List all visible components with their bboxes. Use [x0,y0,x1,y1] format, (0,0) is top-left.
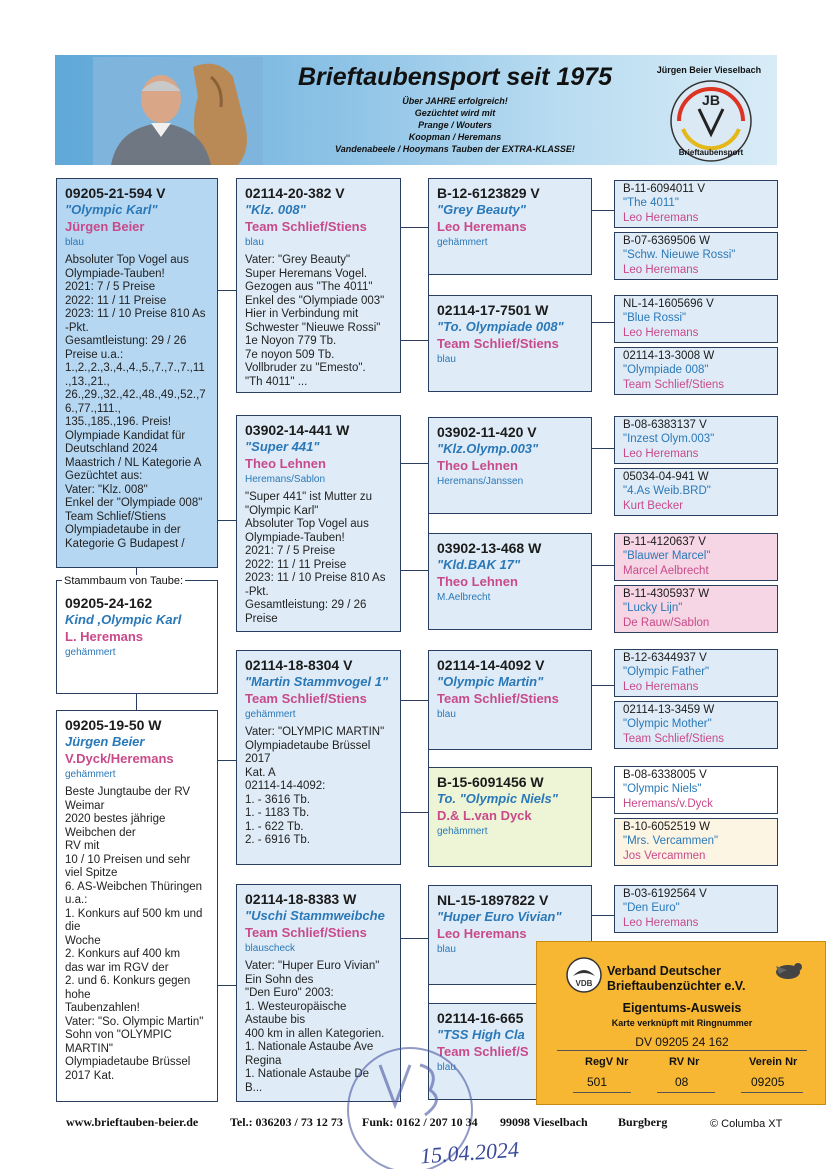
pigeon-description: Absoluter Top Vogel aus Olympiade-Tauben! 2021: 7 / 5 Preise 2022: 11 / 11 Preise 2023: 11 / 10 Preise 810 As -Pkt. Gesamtleistung: 29 / 26 Preise u.a.: 1.,2.,2.,3.,4.,4.,5.,7.,7.,7.,11 .,13.,21., 26.,29.,32.,42.,48.,49.,52.,7 6.,77.,111., 135.,185.,196. Preis! Olympiade Kandidat für Deutschland 2024 Maastrich / NL Kategorie A Gezüchtet aus: Vater: "Klz. 008" Enkel der "Olympiade 008" Team Schlief/Stiens Olympiadetaube in der Kategorie G Budapest / [65,254,206,550]
pigeon-color: blau [437,354,456,365]
ring-number: 02114-18-8383 W [245,891,357,907]
breeder-name: Jos Vercammen [623,850,706,862]
pigeon-name: Jürgen Beier [65,734,145,749]
pigeon-card-gen3[interactable] [428,417,592,514]
pigeon-name: "Uschi Stammweibche [245,908,385,923]
pigeon-color: blau [65,237,84,248]
ring-number: B-12-6344937 V [623,652,707,664]
pigeon-name: "Inzest Olym.003" [623,433,715,445]
pigeon-color: gehämmert [437,237,488,248]
ring-number: B-08-6338005 V [623,769,707,781]
ring-number: 09205-24-162 [65,595,153,611]
breeder-name: Leo Heremans [623,917,699,929]
ring-number: B-08-6383137 V [623,419,707,431]
pigeon-color: gehämmert [65,647,116,658]
breeder-name: Team Schlief/Stiens [245,219,367,234]
pigeon-name: "Olympic Mother" [623,718,712,730]
regv-value: 501 [587,1075,608,1089]
pigeon-card-gen4[interactable] [614,468,778,516]
breeder-name: Leo Heremans [623,264,699,276]
card-subtitle: Karte verknüpft mit Ringnummer [611,1018,753,1028]
ring-number: B-12-6123829 V [437,185,540,201]
pigeon-color: gehämmert [245,709,296,720]
pigeon-name: "4.As Weib.BRD" [623,485,711,497]
pigeon-color: gehämmert [65,769,116,780]
ring-number: B-11-4305937 W [623,588,710,600]
pigeon-name: "Olympiade 008" [623,364,709,376]
pigeon-card-gen4[interactable] [614,232,778,280]
breeder-name: Team Schlief/Stiens [623,733,724,745]
pigeon-name: To. "Olympic Niels" [437,791,558,806]
ring-number: 03902-13-468 W [437,540,542,556]
footer-website[interactable]: www.brieftauben-beier.de [66,1115,199,1129]
pigeon-description: Vater: "Grey Beauty" Super Heremans Vogel. Gezogen aus "The 4011" Enkel des "Olympiade 003" Hier in Verbindung mit Schwester "Nieuwe Rossi" 1e Noyon 779 Tb. 7e noyon 509 Tb. Vollbruder zu "Emesto". "Th 4011" ... [245,254,385,388]
pigeon-name: "Olympic Karl" [65,202,158,217]
ring-number: B-11-6094011 V [623,183,706,195]
verein-label: Verein Nr [749,1056,798,1068]
pigeon-card-gen4[interactable] [614,347,778,395]
pigeon-card-main[interactable] [56,178,218,568]
pigeon-description: Beste Jungtaube der RV Weimar 2020 bestes jährige Weibchen der RV mit 10 / 10 Preisen und sehr viel Spitze 6. AS-Weibchen Thüringen u.a.: 1. Konkurs auf 500 km und die Woche 2. Konkurs auf 400 km das war im RGV der 2. und 6. Konkurs gegen hohe Taubenzahlen! Vater: "So. Olympic Martin" Sohn von "OLYMPIC MARTIN" Olympiadetaube Brüssel 2017 Kat. [65,786,204,1082]
ring-number: 02114-16-665 [437,1010,524,1026]
ring-number: NL-14-1605696 V [623,298,714,310]
ring-number: 09205-21-594 V [65,185,166,201]
pigeon-name: "Den Euro" [623,902,680,914]
svg-text:VDB: VDB [575,979,593,988]
pigeon-color: blau [437,944,456,955]
pigeon-description: Vater: "OLYMPIC MARTIN" Olympiadetaube Brüssel 2017 Kat. A 02114-14-4092: 1. - 3616 Tb. 1. - 1183 Tb. 1. - 622 Tb. 2. - 6916 Tb. [245,726,385,846]
ring-number: 02114-18-8304 V [245,657,353,673]
pigeon-name: "Martin Stammvogel 1" [245,674,389,689]
copyright: © Columba XT [710,1118,783,1130]
ring-number: 03902-11-420 V [437,424,537,440]
breeder-name: Leo Heremans [437,926,527,941]
pigeon-card-gen3[interactable] [428,178,592,275]
pigeon-name: "Olympic Martin" [437,674,544,689]
pigeon-color: Heremans/Janssen [437,476,524,487]
org-name-line2: Brieftaubenzüchter e.V. [607,979,746,993]
breeder-name: Marcel Aelbrecht [623,565,709,577]
pigeon-card-gen3[interactable] [428,767,592,867]
rv-value: 08 [675,1075,689,1089]
ring-number: 03902-14-441 W [245,422,350,438]
footer-place: Burgberg [618,1115,668,1129]
ring-number: 02114-14-4092 V [437,657,545,673]
pigeon-card-gen2[interactable] [236,650,401,865]
pigeon-color: blau [245,237,264,248]
breeder-name: Theo Lehnen [437,574,518,589]
ring-number: B-10-6052519 W [623,821,710,833]
breeder-name: Team Schlief/Stiens [623,379,724,391]
pigeon-card-gen4[interactable] [614,416,778,464]
ring-number: B-03-6192564 V [623,888,707,900]
pigeon-card-gen4[interactable] [614,533,778,581]
breeder-name: Kurt Becker [623,500,684,512]
breeder-name: Team Schlief/Stiens [245,925,367,940]
pigeon-name: Kind ,Olympic Karl [65,612,182,627]
regv-label: RegV Nr [585,1056,629,1068]
pigeon-name: "Kld.BAK 17" [437,557,521,572]
vdb-logo-icon [565,956,603,994]
breeder-name: Team Schlief/Stiens [245,691,367,706]
ring-number: 02114-17-7501 W [437,302,549,318]
header-banner [55,55,777,165]
pigeon-name: "Blauwer Marcel" [623,550,711,562]
pigeon-name: "Lucky Lijn" [623,602,683,614]
pigeon-card-subject[interactable] [56,580,218,694]
pigeon-name: "Klz.Olymp.003" [437,441,539,456]
pigeon-name: "Klz. 008" [245,202,306,217]
pigeon-card-gen4[interactable] [614,885,778,933]
ring-number: B-11-4120637 V [623,536,706,548]
pigeon-color: blau [437,1062,456,1073]
pigeon-card-gen3[interactable] [428,650,592,750]
club-logo-icon [669,79,753,163]
pigeon-name: "Super 441" [245,439,320,454]
breeder-name: Heremans/v.Dyck [623,798,713,810]
breeder-name: Leo Heremans [623,681,699,693]
pigeon-color: Heremans/Sablon [245,474,326,485]
org-name-line1: Verband Deutscher [607,964,721,978]
verein-value: 09205 [751,1075,785,1089]
pigeon-card-gen4[interactable] [614,649,778,697]
ring-number: B-07-6369506 W [623,235,710,247]
ring-number: NL-15-1897822 V [437,892,549,908]
pigeon-card-gen4[interactable] [614,766,778,814]
pigeon-color: gehämmert [437,826,488,837]
banner-title: Brieftaubensport seit 1975 [298,63,612,91]
ownership-card [536,941,826,1105]
breeder-name: De Rauw/Sablon [623,617,710,629]
pigeon-description: Vater: "Huper Euro Vivian" Ein Sohn des "Den Euro" 2003: 1. Westeuropäische Astaube bis 400 km in allen Kategorien. 1. Nationale Astaube Ave Regina 1. Nationale Astaube De B... [245,960,385,1094]
banner-subtitle: Über JAHRE erfolgreich! Gezüchtet wird mit Prange / Wouters Koopman / Heremans Vandenabeele / Hooymans Tauben der EXTRA-KLASSE! [335,96,575,154]
pigeon-name: "Schw. Nieuwe Rossi" [623,249,736,261]
pedigree-label: Stammbaum von Taube: [64,575,184,587]
pigeon-card-gen4[interactable] [614,585,778,633]
pigeon-name: "To. Olympiade 008" [437,319,564,334]
svg-text:JB: JB [702,92,720,108]
pigeon-card-gen4[interactable] [614,701,778,749]
pigeon-card-gen2[interactable] [236,415,401,632]
breeder-name: Leo Heremans [623,327,699,339]
pigeon-description: "Super 441" ist Mutter zu "Olympic Karl" Absoluter Top Vogel aus Olympiade-Tauben! 2021: 7 / 5 Preise 2022: 11 / 11 Preise 2023: 11 / 10 Preise 810 As -Pkt. Gesamtleistung: 29 / 26 Preise [245,491,386,625]
pigeon-name: "Olympic Niels" [623,783,702,795]
pigeon-icon [773,960,805,982]
pigeon-name: "Olympic Father" [623,666,710,678]
pigeon-name: "Grey Beauty" [437,202,526,217]
banner-owner: Jürgen Beier Vieselbach [656,65,762,75]
pigeon-card-gen2[interactable] [236,178,401,393]
rv-label: RV Nr [669,1056,700,1068]
pigeon-name: "Mrs. Vercammen" [623,835,719,847]
breeder-name: D.& L.van Dyck [437,808,532,823]
pigeon-color: blau [437,709,456,720]
pigeon-color: blauscheck [245,943,296,954]
ring-number: 05034-04-941 W [623,471,709,483]
card-ring-number: DV 09205 24 162 [635,1035,729,1049]
footer-address: 99098 Vieselbach [500,1115,588,1129]
breeder-name: L. Heremans [65,629,144,644]
breeder-name: Leo Heremans [437,219,527,234]
pigeon-name: "The 4011" [623,197,679,209]
pigeon-card-gen4[interactable] [614,818,778,866]
pigeon-card-gen3[interactable] [428,295,592,392]
ring-number: 02114-20-382 V [245,185,345,201]
footer-mobile: Funk: 0162 / 207 10 34 [362,1115,478,1129]
ring-number: 02114-13-3459 W [623,704,715,716]
breeder-photo [93,57,263,165]
card-title: Eigentums-Ausweis [622,1001,742,1015]
pigeon-card-gen4[interactable] [614,180,778,228]
breeder-name: Theo Lehnen [245,456,326,471]
breeder-name: Theo Lehnen [437,458,518,473]
pigeon-color: M.Aelbrecht [437,592,491,603]
breeder-name: Leo Heremans [623,448,699,460]
breeder-name: V.Dyck/Heremans [65,751,174,766]
ring-number: 09205-19-50 W [65,717,162,733]
handwritten-date: 15.04.2024 [419,1136,520,1169]
ring-number: B-15-6091456 W [437,774,544,790]
pigeon-card-gen3[interactable] [428,533,592,630]
breeder-name: Team Schlief/S [437,1044,529,1059]
footer-phone: Tel.: 036203 / 73 12 73 [230,1115,343,1129]
breeder-name: Team Schlief/Stiens [437,336,559,351]
pigeon-name: "Huper Euro Vivian" [437,909,562,924]
svg-text:Brieftaubensport: Brieftaubensport [678,148,744,157]
pigeon-card-gen4[interactable] [614,295,778,343]
pigeon-name: "TSS High Cla [437,1027,525,1042]
ring-number: 02114-13-3008 W [623,350,715,362]
breeder-name: Team Schlief/Stiens [437,691,559,706]
breeder-name: Jürgen Beier [65,219,145,234]
pigeon-card-mother[interactable] [56,710,218,1102]
breeder-name: Leo Heremans [623,212,699,224]
pigeon-name: "Blue Rossi" [623,312,687,324]
